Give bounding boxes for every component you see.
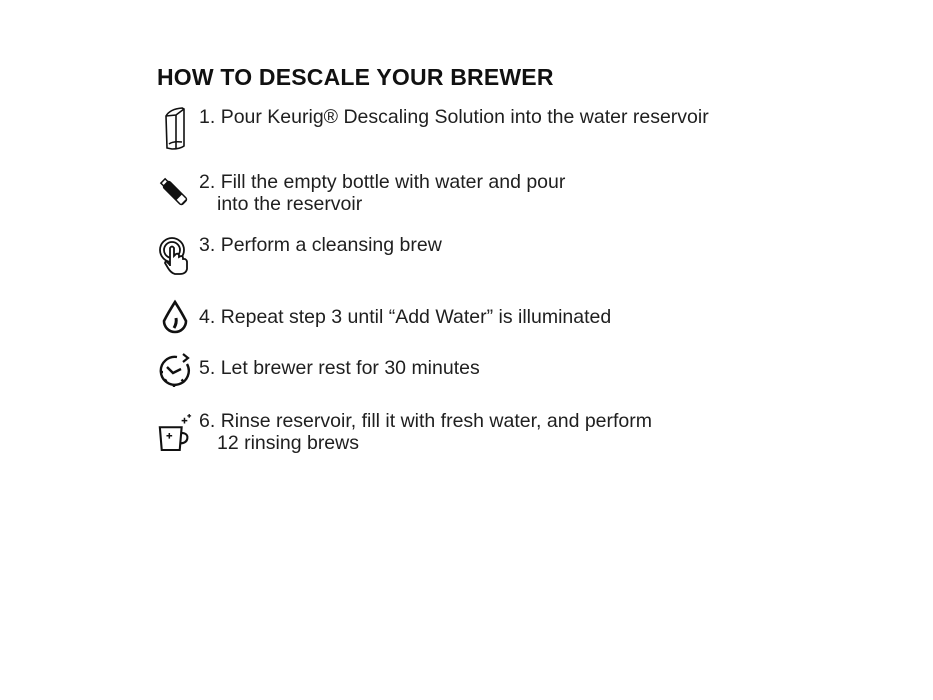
step-text: 6. Rinse reservoir, fill it with fresh water, and perform 12 rinsing brews: [199, 410, 653, 454]
step-3: [157, 234, 442, 278]
timer-clock-icon: [157, 349, 193, 393]
clean-mug-icon: [157, 410, 193, 454]
water-bottle-icon: [157, 171, 193, 215]
step-6: [157, 410, 652, 454]
descaling-solution-bottle-icon: [157, 106, 193, 150]
water-drop-icon: [157, 296, 193, 340]
step-text: 3. Perform a cleansing brew: [199, 234, 442, 256]
page-title: HOW TO DESCALE YOUR BREWER: [157, 64, 554, 90]
step-text: 1. Pour Keurig® Descaling Solution into the water reservoir: [199, 106, 709, 128]
step-4: [157, 296, 611, 340]
step-2: [157, 171, 565, 215]
step-1: [157, 106, 709, 150]
touch-button-icon: [157, 234, 193, 278]
step-text: 5. Let brewer rest for 30 minutes: [199, 357, 480, 379]
step-text: 2. Fill the empty bottle with water and pour into the reservoir: [199, 171, 566, 215]
step-text: 4. Repeat step 3 until “Add Water” is illuminated: [199, 306, 612, 328]
step-5: [157, 349, 480, 393]
